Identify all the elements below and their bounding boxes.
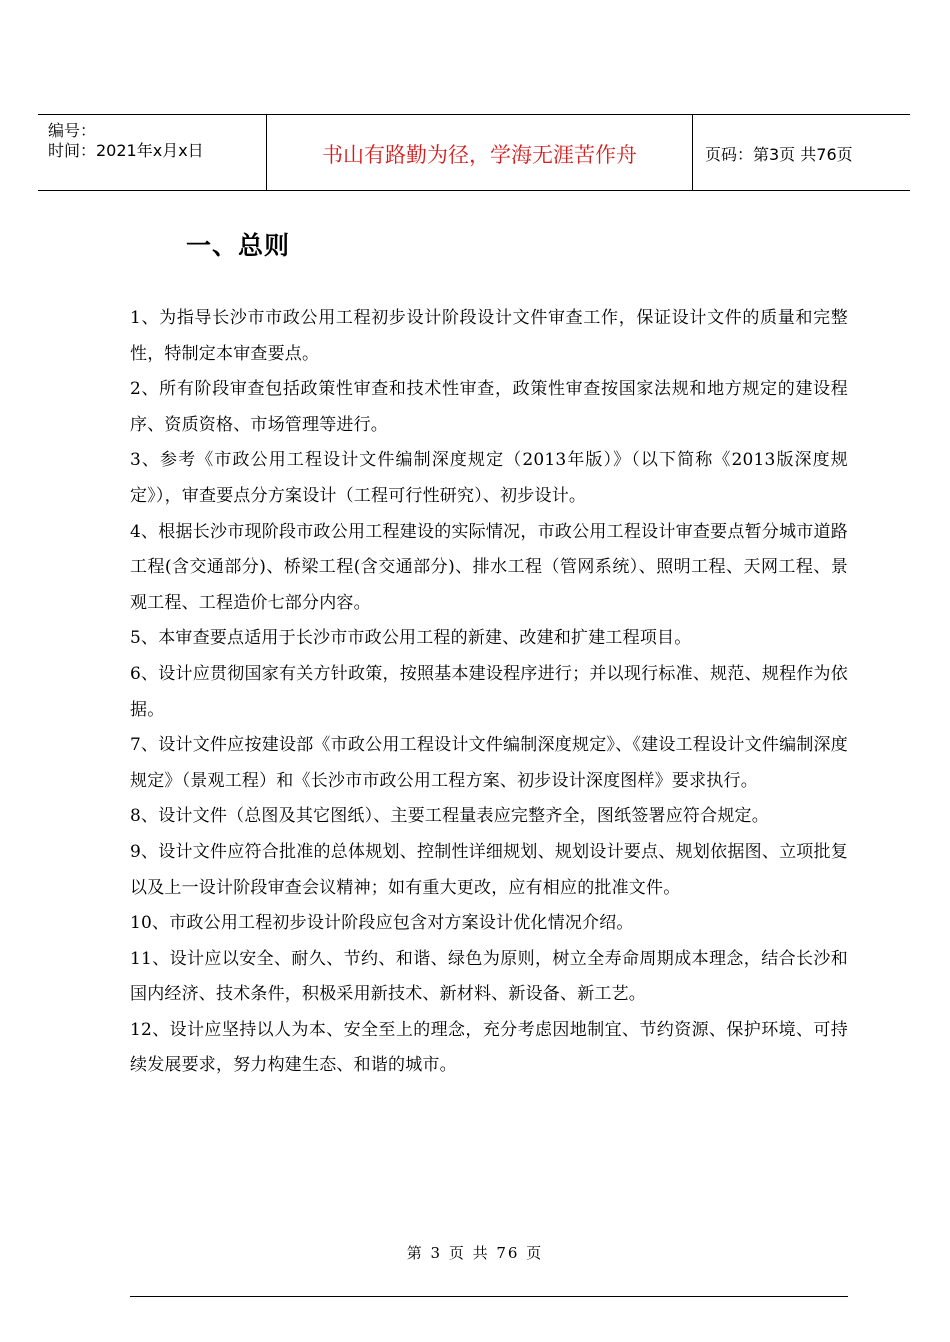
- footer-divider: [130, 1296, 848, 1297]
- footer-page-number: [0, 1243, 950, 1263]
- paragraph-9: 9、设计文件应符合批准的总体规划、控制性详细规划、规划设计要点、规划依据图、立项批复以及上一设计阶段审查会议精神；如有重大更改，应有相应的批准文件。: [130, 841, 848, 898]
- header-meta-cell: [38, 115, 267, 190]
- header-motto-cell: [267, 115, 693, 190]
- document-number-label: 编号：: [48, 121, 97, 140]
- paragraph-10: 10、市政公用工程初步设计阶段应包含对方案设计优化情况介绍。: [130, 913, 634, 934]
- section-title: 一、总则: [186, 231, 291, 260]
- footer-page-text: 第 3 页 共 76 页: [406, 1244, 544, 1262]
- paragraph-4: 4、根据长沙市现阶段市政公用工程建设的实际情况，市政公用工程设计审查要点暂分城市道路工程(含交通部分)、桥梁工程(含交通部分)、排水工程（管网系统）、照明工程、天网工程、景观工程、工程造价七部分内容。: [130, 521, 848, 613]
- paragraph-3: 3、参考《市政公用工程设计文件编制深度规定（2013年版）》（以下简称《2013版深度规定》），审查要点分方案设计（工程可行性研究）、初步设计。: [130, 450, 848, 506]
- paragraph-7: 7、设计文件应按建设部《市政公用工程设计文件编制深度规定》、《建设工程设计文件编制深度规定》（景观工程）和《长沙市市政公用工程方案、初步设计深度图样》要求执行。: [130, 735, 848, 791]
- paragraph-12: 12、设计应坚持以人为本、安全至上的理念，充分考虑因地制宜、节约资源、保护环境、可持续发展要求，努力构建生态、和谐的城市。: [130, 1019, 848, 1076]
- paragraph-11: 11、设计应以安全、耐久、节约、和谐、绿色为原则，树立全寿命周期成本理念，结合长沙和国内经济、技术条件，积极采用新技术、新材料、新设备、新工艺。: [130, 948, 848, 1005]
- header-motto: 书山有路勤为径，学海无涯苦作舟: [322, 143, 637, 167]
- paragraph-8: 8、设计文件（总图及其它图纸）、主要工程量表应完整齐全，图纸签署应符合规定。: [130, 806, 769, 827]
- document-date-label: 时间：2021年x月x日: [48, 141, 204, 160]
- section-body: [130, 301, 848, 1084]
- document-header: [38, 114, 910, 191]
- paragraph-6: 6、设计应贯彻国家有关方针政策，按照基本建设程序进行；并以现行标准、规范、规程作为依据。: [130, 663, 848, 720]
- header-page-code: 页码：第3页 共76页: [705, 145, 853, 164]
- paragraph-5: 5、本审查要点适用于长沙市市政公用工程的新建、改建和扩建工程项目。: [130, 628, 692, 649]
- paragraph-2: 2、所有阶段审查包括政策性审查和技术性审查，政策性审查按国家法规和地方规定的建设程序、资质资格、市场管理等进行。: [130, 379, 848, 435]
- paragraph-1: 1、为指导长沙市市政公用工程初步设计阶段设计文件审查工作，保证设计文件的质量和完整性，特制定本审查要点。: [130, 308, 848, 364]
- header-page-cell: [693, 115, 910, 190]
